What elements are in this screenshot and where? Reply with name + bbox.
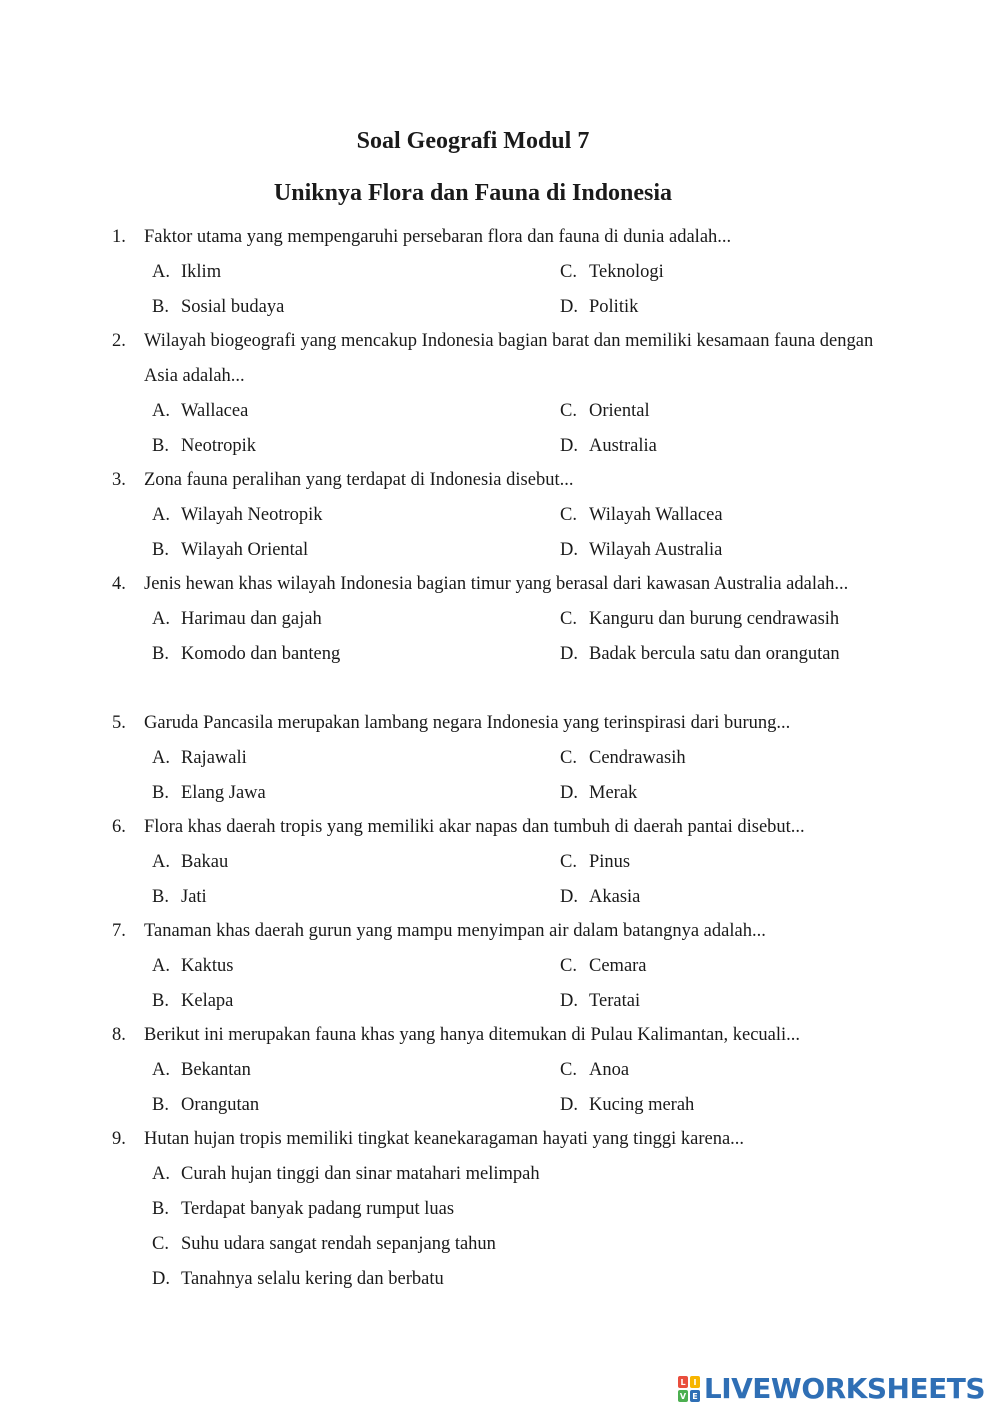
option-text: Curah hujan tinggi dan sinar matahari melimpah (181, 1164, 540, 1184)
option-text: Bakau (181, 852, 229, 872)
liveworksheets-wordmark: LIVEWORKSHEETS (703, 1372, 985, 1405)
option-c[interactable] (560, 602, 860, 637)
option-b[interactable] (152, 290, 560, 325)
option-d[interactable] (560, 290, 860, 325)
option-text: Terdapat banyak padang rumput luas (181, 1199, 455, 1219)
option-text: Rajawali (181, 748, 247, 768)
option-d[interactable] (560, 880, 860, 915)
option-a[interactable] (152, 949, 560, 984)
option-b[interactable] (152, 1088, 560, 1123)
option-c[interactable] (560, 498, 860, 533)
options (152, 845, 892, 915)
option-text: Tanahnya selalu kering dan berbatu (181, 1269, 444, 1289)
option-letter: D. (560, 783, 578, 803)
option-letter: C. (560, 748, 577, 768)
question-9 (112, 1122, 892, 1297)
option-text: Badak bercula satu dan orangutan (589, 644, 840, 664)
option-letter: A. (152, 262, 170, 282)
option-c[interactable] (560, 741, 860, 776)
option-letter: C. (560, 609, 577, 629)
question-number: 9. (112, 1129, 126, 1149)
option-letter: A. (152, 1164, 170, 1184)
option-d[interactable] (560, 533, 860, 568)
option-letter: A. (152, 609, 170, 629)
option-b[interactable] (152, 880, 560, 915)
option-letter: C. (560, 1060, 577, 1080)
options (152, 1053, 892, 1123)
question-4 (112, 567, 892, 672)
option-letter: C. (152, 1234, 169, 1254)
option-text: Teratai (589, 991, 641, 1011)
option-letter: D. (560, 644, 578, 664)
question-number: 6. (112, 817, 126, 837)
question-number: 8. (112, 1025, 126, 1045)
question-text: Faktor utama yang mempengaruhi persebaran flora dan fauna di dunia adalah... (144, 227, 732, 247)
option-text: Cendrawasih (589, 748, 686, 768)
option-letter: C. (560, 956, 577, 976)
option-text: Teknologi (589, 262, 664, 282)
option-letter: B. (152, 297, 169, 317)
option-text: Orangutan (181, 1095, 260, 1115)
options (152, 602, 892, 672)
option-letter: B. (152, 887, 169, 907)
option-text: Wallacea (181, 401, 249, 421)
option-text: Kaktus (181, 956, 234, 976)
option-a[interactable] (152, 741, 560, 776)
option-letter: B. (152, 436, 169, 456)
option-text: Cemara (589, 956, 647, 976)
option-text: Kelapa (181, 991, 234, 1011)
svg-text:E: E (692, 1391, 698, 1401)
question-text: Berikut ini merupakan fauna khas yang hanya ditemukan di Pulau Kalimantan, kecuali... (144, 1025, 801, 1045)
option-letter: D. (152, 1269, 170, 1289)
option-b[interactable] (152, 533, 560, 568)
option-d[interactable] (152, 1262, 860, 1297)
option-d[interactable] (560, 776, 860, 811)
option-text: Politik (589, 297, 639, 317)
question-3 (112, 463, 892, 568)
options (152, 255, 892, 325)
option-text: Kucing merah (589, 1095, 695, 1115)
question-text: Jenis hewan khas wilayah Indonesia bagian timur yang berasal dari kawasan Australia adalah... (144, 574, 849, 594)
option-letter: B. (152, 1095, 169, 1115)
option-text: Wilayah Wallacea (589, 505, 723, 525)
option-letter: C. (560, 505, 577, 525)
question-number: 7. (112, 921, 126, 941)
liveworksheets-icon (678, 1376, 700, 1402)
question-number: 1. (112, 227, 126, 247)
option-text: Iklim (181, 262, 222, 282)
question-7 (112, 914, 892, 1019)
options (152, 394, 892, 464)
question-text: Tanaman khas daerah gurun yang mampu menyimpan air dalam batangnya adalah... (144, 921, 766, 941)
option-a[interactable] (152, 602, 560, 637)
question-2 (112, 324, 892, 464)
question-number: 5. (112, 713, 126, 733)
option-text: Australia (589, 436, 657, 456)
option-text: Neotropik (181, 436, 257, 456)
option-a[interactable] (152, 1053, 560, 1088)
page-subtitle: Uniknya Flora dan Fauna di Indonesia (273, 180, 673, 206)
option-text: Oriental (589, 401, 650, 421)
option-text: Wilayah Australia (589, 540, 723, 560)
option-text: Jati (181, 887, 207, 907)
option-c[interactable] (560, 1053, 860, 1088)
option-c[interactable] (560, 949, 860, 984)
option-text: Pinus (589, 852, 631, 872)
liveworksheets-logo[interactable] (678, 1372, 985, 1405)
svg-text:V: V (679, 1391, 686, 1401)
option-letter: B. (152, 540, 169, 560)
question-8 (112, 1018, 892, 1123)
option-letter: C. (560, 401, 577, 421)
option-letter: B. (152, 644, 169, 664)
option-text: Kanguru dan burung cendrawasih (589, 609, 840, 629)
option-letter: C. (560, 262, 577, 282)
option-letter: D. (560, 887, 578, 907)
option-letter: D. (560, 540, 578, 560)
option-letter: A. (152, 505, 170, 525)
option-letter: A. (152, 852, 170, 872)
option-letter: D. (560, 991, 578, 1011)
option-d[interactable] (560, 1088, 860, 1123)
question-1 (112, 220, 892, 325)
option-letter: A. (152, 956, 170, 976)
option-b[interactable] (152, 637, 560, 672)
options (152, 498, 892, 568)
option-letter: D. (560, 436, 578, 456)
option-b[interactable] (152, 1192, 860, 1227)
svg-text:I: I (693, 1377, 697, 1387)
option-text: Wilayah Neotropik (181, 505, 323, 525)
question-number: 4. (112, 574, 126, 594)
page-title: Soal Geografi Modul 7 (356, 128, 590, 154)
option-d[interactable] (560, 429, 860, 464)
question-text: Wilayah biogeografi yang mencakup Indonesia bagian barat dan memiliki kesamaan fauna dengan Asia adalah... (144, 331, 874, 386)
question-5 (112, 706, 892, 811)
option-text: Suhu udara sangat rendah sepanjang tahun (181, 1234, 496, 1254)
option-d[interactable] (560, 637, 860, 672)
option-a[interactable] (152, 394, 560, 429)
option-b[interactable] (152, 776, 560, 811)
question-text: Flora khas daerah tropis yang memiliki akar napas dan tumbuh di daerah pantai disebut... (144, 817, 805, 837)
option-letter: D. (560, 297, 578, 317)
option-text: Wilayah Oriental (181, 540, 309, 560)
option-text: Komodo dan banteng (181, 644, 341, 664)
option-c[interactable] (560, 255, 860, 290)
option-a[interactable] (152, 255, 560, 290)
option-letter: A. (152, 1060, 170, 1080)
option-a[interactable] (152, 498, 560, 533)
option-text: Harimau dan gajah (181, 609, 322, 629)
question-text: Garuda Pancasila merupakan lambang negara Indonesia yang terinspirasi dari burung... (144, 713, 791, 733)
option-letter: D. (560, 1095, 578, 1115)
options (152, 949, 892, 1019)
options (152, 741, 892, 811)
option-text: Merak (589, 783, 638, 803)
option-b[interactable] (152, 429, 560, 464)
option-a[interactable] (152, 845, 560, 880)
option-letter: B. (152, 783, 169, 803)
option-c[interactable] (152, 1227, 860, 1262)
option-c[interactable] (560, 845, 860, 880)
option-letter: A. (152, 748, 170, 768)
option-d[interactable] (560, 984, 860, 1019)
option-text: Anoa (589, 1060, 630, 1080)
option-text: Bekantan (181, 1060, 251, 1080)
option-letter: B. (152, 1199, 169, 1219)
option-letter: A. (152, 401, 170, 421)
svg-text:L: L (680, 1377, 686, 1387)
question-number: 2. (112, 331, 126, 351)
option-a[interactable] (152, 1157, 860, 1192)
option-letter: C. (560, 852, 577, 872)
option-c[interactable] (560, 394, 860, 429)
options (152, 1157, 892, 1297)
option-letter: B. (152, 991, 169, 1011)
question-text: Hutan hujan tropis memiliki tingkat keanekaragaman hayati yang tinggi karena... (144, 1129, 745, 1149)
option-text: Akasia (589, 887, 641, 907)
question-number: 3. (112, 470, 126, 490)
option-text: Sosial budaya (181, 297, 285, 317)
option-text: Elang Jawa (181, 783, 266, 803)
question-text: Zona fauna peralihan yang terdapat di Indonesia disebut... (144, 470, 574, 490)
question-6 (112, 810, 892, 915)
option-b[interactable] (152, 984, 560, 1019)
